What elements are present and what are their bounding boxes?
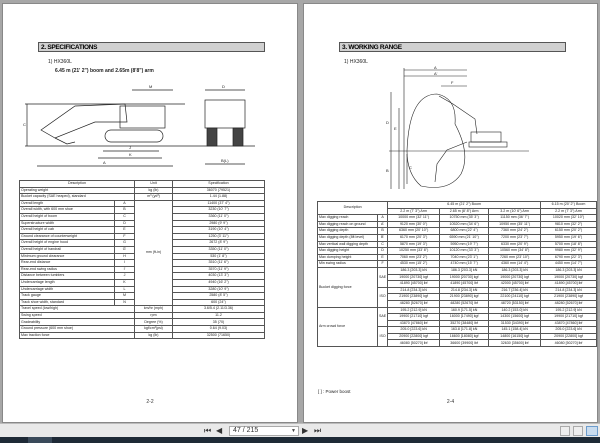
svg-text:J: J (129, 145, 131, 150)
svg-text:A: A (103, 160, 106, 165)
specifications-table (19, 180, 265, 339)
value-cell: 214.8 [234.3] kN (388, 287, 440, 294)
code-cell: A (115, 200, 135, 207)
table-row (318, 228, 597, 235)
spec-cell: 600 (24") (173, 299, 265, 306)
spec-cell: 35 (70) (173, 319, 265, 326)
value-cell: 48280 [52670] lbf (440, 300, 489, 307)
table-row (20, 187, 265, 194)
table-row (318, 307, 597, 314)
desc-cell: Rear-end swing radius (20, 266, 115, 273)
value-cell: 41890 [45700] lbf (440, 281, 489, 288)
desc-cell: Min swing radius (318, 261, 378, 268)
code-cell: K (115, 279, 135, 286)
desc-cell: Max digging height (318, 248, 378, 255)
value-cell: 5950 mm (19' 7") (440, 241, 489, 248)
value-cell: 35270 [38480] lbf (440, 320, 489, 327)
code-cell: N (115, 299, 135, 306)
first-page-button[interactable]: ⏮ (204, 426, 212, 435)
spec-cell: 2980 (9' 9") (173, 220, 265, 227)
unit-cell: mm (ft-in) (135, 200, 173, 306)
svg-text:A: A (434, 65, 437, 70)
copy-icon[interactable] (328, 426, 338, 436)
spec-cell: 1250 (3' 11") (173, 233, 265, 240)
value-cell: 5700 mm (18' 8") (541, 241, 597, 248)
desc-cell: Overall height of engine hood (20, 240, 115, 247)
value-cell: 9120 mm (30' 0") (388, 221, 440, 228)
value-cell: 36600 [39900] lbf (440, 340, 489, 347)
table-row (318, 267, 597, 274)
arm-header: 2.2 m (7' 3") Arm (541, 208, 597, 215)
value-cell: 10000 mm (32' 11") (388, 215, 440, 222)
footnote: [ ] : Power boost (318, 389, 351, 394)
unit-cell: kg (lb) (135, 332, 173, 339)
copy-disabled-icon[interactable] (341, 426, 351, 436)
code-cell: C (378, 241, 388, 248)
desc-cell: Superstructure width (20, 220, 115, 227)
code-cell: C (115, 213, 135, 220)
value-cell: 10020 mm (32' 10") (541, 215, 597, 222)
value-cell: 205.0 [223.6] kN (388, 327, 440, 334)
spec-cell: 0.64 (9.03) (173, 326, 265, 333)
desc-cell: Track shoe width, standard (20, 299, 115, 306)
svg-text:C: C (409, 165, 412, 170)
table-row (20, 200, 265, 207)
document-page-right (303, 3, 598, 423)
value-cell: 10520 mm (34' 6") (440, 221, 489, 228)
value-cell: 4450 mm (14' 7") (541, 261, 597, 268)
value-cell: 6590 mm (21' 10") (440, 234, 489, 241)
two-page-view-button[interactable] (586, 426, 598, 436)
spec-cell: 2672 (8' 9") (173, 240, 265, 247)
spec-cell: 3.6/5.4 (2.11/3.36) (173, 306, 265, 313)
next-page-button[interactable]: ▶ (302, 426, 309, 435)
desc-cell: Distance between tumblers (20, 273, 115, 280)
value-cell: 6790 mm (22' 3") (541, 254, 597, 261)
value-cell: 21900 [23890] kgf (541, 294, 597, 301)
value-cell: 43870 [47860] lbf (388, 320, 440, 327)
desc-cell: Max digging depth (318, 228, 378, 235)
unit-cell: km/hr (mph) (135, 306, 173, 313)
value-cell: 19000 [20730] kgf (541, 274, 597, 281)
value-cell: 160.9 [171.5] kN (440, 307, 489, 314)
table-row (318, 248, 597, 255)
standard-cell: SAE (378, 307, 388, 327)
standard-cell: ISO (378, 287, 388, 307)
code-cell: B' (378, 234, 388, 241)
value-cell: 19000 [20730] kgf (388, 274, 440, 281)
section-title: 2. SPECIFICATIONS (38, 42, 265, 52)
table-row (318, 234, 597, 241)
value-cell: 19000 [20730] kgf (489, 274, 541, 281)
value-cell: 16000 [17490] kgf (440, 314, 489, 321)
value-cell: 11150 mm (36' 7") (489, 215, 541, 222)
subsection-title: 1) HX360L (344, 59, 368, 65)
value-cell: 6800 mm (22' 4") (440, 228, 489, 235)
code-cell: J (115, 273, 135, 280)
value-cell: 195.2 [212.9] kN (541, 307, 597, 314)
code-cell: D (115, 220, 135, 227)
value-cell: 16600 [18080] kgf (440, 333, 489, 340)
value-cell: 7040 mm (23' 1") (440, 254, 489, 261)
spec-cell: 4030 (13' 3") (173, 273, 265, 280)
code-cell: B (378, 228, 388, 235)
value-cell: 4530 mm (15' 2") (388, 261, 440, 268)
desc-cell: Max traction force (20, 332, 135, 339)
value-cell: 32630 [35600] lbf (489, 340, 541, 347)
value-cell: 43870 [47860] lbf (541, 320, 597, 327)
spec-cell: 36070 (79521) (173, 187, 265, 194)
value-cell: 7200 mm (23' 7") (489, 234, 541, 241)
working-range-table (317, 201, 597, 347)
working-range-table-body (318, 215, 597, 347)
value-cell: 20900 [22800] kgf (388, 333, 440, 340)
previous-page-button[interactable]: ◀ (216, 426, 223, 435)
desc-cell: Track gauge (20, 293, 115, 300)
value-cell: 186.3 [203.3] kN (388, 267, 440, 274)
code-cell: I (115, 260, 135, 267)
code-cell: F (378, 261, 388, 268)
value-cell: 4360 mm (14' 4") (489, 261, 541, 268)
page-indicator: 47 / 215 (233, 427, 259, 434)
table-row (20, 326, 265, 333)
value-cell: 163.8 [171.8] kN (440, 327, 489, 334)
value-cell: 5870 mm (19' 3") (388, 241, 440, 248)
code-cell: A (378, 215, 388, 222)
desc-cell: Rear-end distance (20, 260, 115, 267)
code-cell: I' (115, 266, 135, 273)
code-cell: E (378, 254, 388, 261)
value-cell: 9980 mm (32' 9") (541, 248, 597, 255)
value-cell: 46080 [50270] lbf (388, 340, 440, 347)
continuous-view-button[interactable] (573, 426, 583, 436)
desc-cell: Overall height of handrail (20, 246, 115, 253)
taskbar (0, 437, 600, 443)
value-cell: 48720 [53150] lbf (489, 300, 541, 307)
value-cell: 10560 mm (34' 8") (489, 248, 541, 255)
value-cell: 7360 mm (24' 2") (489, 228, 541, 235)
code-cell: D (378, 248, 388, 255)
arm-header: 3.2 m (10' 6") Arm (489, 208, 541, 215)
page-number-input[interactable] (229, 426, 299, 436)
table-row (318, 215, 597, 222)
value-cell: 7060 mm (23' 2") (388, 254, 440, 261)
table-row (318, 221, 597, 228)
last-page-button[interactable]: ⏭ (314, 426, 322, 435)
desc-cell: Max digging reach on ground (318, 221, 378, 228)
value-cell: 14300 [15600] kgf (489, 314, 541, 321)
value-cell: 205.0 [223.6] kN (541, 327, 597, 334)
desc-cell: Bucket capacity (SAE heaped), standard (20, 194, 135, 201)
value-cell: 20900 [22800] kgf (541, 333, 597, 340)
spec-cell: 3570 (11' 9") (173, 266, 265, 273)
desc-cell: Ground clearance of counterweight (20, 233, 115, 240)
value-cell: 9810 mm (32' 2") (541, 221, 597, 228)
unit-cell: m³ (yd³) (135, 194, 173, 201)
value-cell: 186.3 [203.3] kN (489, 267, 541, 274)
group-header: 6.15 m (20' 2") Boom (541, 202, 597, 209)
svg-text:F: F (451, 80, 454, 85)
specifications-table-body (20, 187, 265, 339)
value-cell: 41890 [45700] lbf (541, 281, 597, 288)
desc-cell: Minimum ground clearance (20, 253, 115, 260)
svg-text:K: K (129, 152, 132, 157)
value-cell: 46080 [50270] lbf (541, 340, 597, 347)
config-line: 6.45 m (21' 2") boom and 2.65m (8'8") arm (55, 68, 154, 74)
table-row (20, 194, 265, 201)
working-range-diagram (379, 64, 539, 199)
value-cell: 22100 [24110] kgf (489, 294, 541, 301)
spec-cell: 11400 (37' 4") (173, 200, 265, 207)
desc-cell: Ground pressure (600 mm shoe) (20, 326, 135, 333)
value-cell: 19000 [20730] kgf (440, 274, 489, 281)
value-cell: 4740 mm (15' 7") (440, 261, 489, 268)
value-cell: 10120 mm (33' 3") (440, 248, 489, 255)
svg-text:M: M (149, 84, 153, 89)
desc-cell: Gradeability (20, 319, 135, 326)
value-cell: 19900 [21710] kgf (541, 314, 597, 321)
unit-cell: rpm (135, 312, 173, 319)
value-cell: 186.3 [203.3] kN (440, 267, 489, 274)
value-cell: 21900 [23890] kgf (440, 294, 489, 301)
spec-cell: 530 (1' 8") (173, 253, 265, 260)
value-cell: 21900 [23890] kgf (388, 294, 440, 301)
value-cell: 6150 mm (20' 2") (541, 228, 597, 235)
value-cell: 7260 mm (23' 10") (489, 254, 541, 261)
desc-cell: Undercarriage length (20, 279, 115, 286)
value-cell: 145.1 [158.4] kN (489, 327, 541, 334)
single-page-view-button[interactable] (560, 426, 570, 436)
navigation-toolbar (0, 423, 600, 437)
column-header: Unit (135, 181, 173, 188)
svg-text:D: D (222, 84, 225, 89)
value-cell: 10750 mm (35' 3") (440, 215, 489, 222)
force-label-cell: Bucket digging force (318, 267, 378, 307)
value-cell: 10950 mm (35' 11") (489, 221, 541, 228)
code-cell: B (115, 207, 135, 214)
desc-cell: Max vertical wall digging depth (318, 241, 378, 248)
value-cell: 214.8 [234.3] kN (440, 287, 489, 294)
standard-cell: ISO (378, 327, 388, 347)
section-title: 3. WORKING RANGE (339, 42, 566, 52)
svg-text:D: D (386, 120, 389, 125)
group-header: 6.45 m (21' 2") Boom (388, 202, 541, 209)
column-header: Specification (173, 181, 265, 188)
svg-text:B(L): B(L) (221, 158, 229, 163)
column-header: Description (20, 181, 135, 188)
page-number: 2-2 (146, 399, 154, 405)
desc-cell: Overall width, with 600 mm shoe (20, 207, 115, 214)
table-row (20, 332, 265, 339)
code-cell: M (115, 293, 135, 300)
desc-cell: Max dumping height (318, 254, 378, 261)
spec-cell: 3190 (10' 4") (173, 227, 265, 234)
spec-cell: 3350 (11' 0") (173, 246, 265, 253)
desc-cell: Max digging depth (8ft level) (318, 234, 378, 241)
svg-text:C: C (23, 122, 26, 127)
unit-cell: kgf/cm²(psi) (135, 326, 173, 333)
column-header: Description (318, 202, 388, 215)
spec-cell: 32500 (71650) (173, 332, 265, 339)
spec-cell: 1.44 (1.88) (173, 194, 265, 201)
desc-cell: Operating weight (20, 187, 135, 194)
code-cell: G (115, 240, 135, 247)
desc-cell: Overall height of cab (20, 227, 115, 234)
spec-cell: 3230 (10' 7") (173, 207, 265, 214)
value-cell: 42000 [45700] lbf (489, 281, 541, 288)
value-cell: 214.8 [234.3] kN (541, 287, 597, 294)
svg-text:B: B (386, 168, 389, 173)
table-row (318, 261, 597, 268)
spec-cell: 3360 (11' 0") (173, 213, 265, 220)
desc-cell: Undercarriage width (20, 286, 115, 293)
spec-cell: 4940 (16' 2") (173, 279, 265, 286)
desc-cell: Travel speed (low/high) (20, 306, 135, 313)
value-cell: 48280 [52670] lbf (541, 300, 597, 307)
svg-text:E: E (394, 126, 397, 131)
value-cell: 5950 mm (19' 6") (541, 234, 597, 241)
code-cell: E (115, 227, 135, 234)
document-page-left (2, 3, 298, 423)
value-cell: 14800 [16150] kgf (489, 333, 541, 340)
subsection-title: 1) HX360L (48, 59, 72, 65)
arm-header: 2.2 m (7' 3") Arm (388, 208, 440, 215)
value-cell: 186.3 [203.3] kN (541, 267, 597, 274)
value-cell: 10250 mm (33' 8") (388, 248, 440, 255)
table-row (318, 254, 597, 261)
value-cell: 31530 [34390] lbf (489, 320, 541, 327)
code-cell: G' (115, 246, 135, 253)
chevron-down-icon[interactable]: ▼ (291, 428, 296, 434)
value-cell: 140.2 [153.0] kN (489, 307, 541, 314)
desc-cell: Overall length (20, 200, 115, 207)
standard-cell: SAE (378, 267, 388, 287)
spec-cell: 3510 (11' 6") (173, 260, 265, 267)
desc-cell: Max digging reach (318, 215, 378, 222)
spec-cell: 2580 (8' 5") (173, 293, 265, 300)
spec-cell: 11.2 (173, 312, 265, 319)
spec-cell: 3280 (10' 9") (173, 286, 265, 293)
table-row (20, 306, 265, 313)
desc-cell: Swing speed (20, 312, 135, 319)
code-cell: F (115, 233, 135, 240)
svg-text:A': A' (434, 71, 438, 76)
arm-header: 2.65 m (8' 8") Arm (440, 208, 489, 215)
value-cell: 6360 mm (20' 10") (388, 228, 440, 235)
page-number: 2-4 (446, 399, 455, 405)
value-cell: 216.7 [236.4] kN (489, 287, 541, 294)
value-cell: 195.2 [212.9] kN (388, 307, 440, 314)
table-row (20, 312, 265, 319)
value-cell: 19900 [21710] kgf (388, 314, 440, 321)
code-cell: A' (378, 221, 388, 228)
table-row (318, 241, 597, 248)
excavator-dimension-diagram (15, 82, 275, 174)
value-cell: 6170 mm (20' 3") (388, 234, 440, 241)
code-cell: L (115, 286, 135, 293)
unit-cell: kg (lb) (135, 187, 173, 194)
value-cell: 41890 [45700] lbf (388, 281, 440, 288)
taskbar-button[interactable] (28, 437, 52, 443)
unit-cell: Degree (%) (135, 319, 173, 326)
force-label-cell: Arm crowd force (318, 307, 378, 347)
table-row (20, 319, 265, 326)
value-cell: 48280 [52670] lbf (388, 300, 440, 307)
value-cell: 6330 mm (20' 9") (489, 241, 541, 248)
code-cell: H (115, 253, 135, 260)
desc-cell: Overall height of boom (20, 213, 115, 220)
